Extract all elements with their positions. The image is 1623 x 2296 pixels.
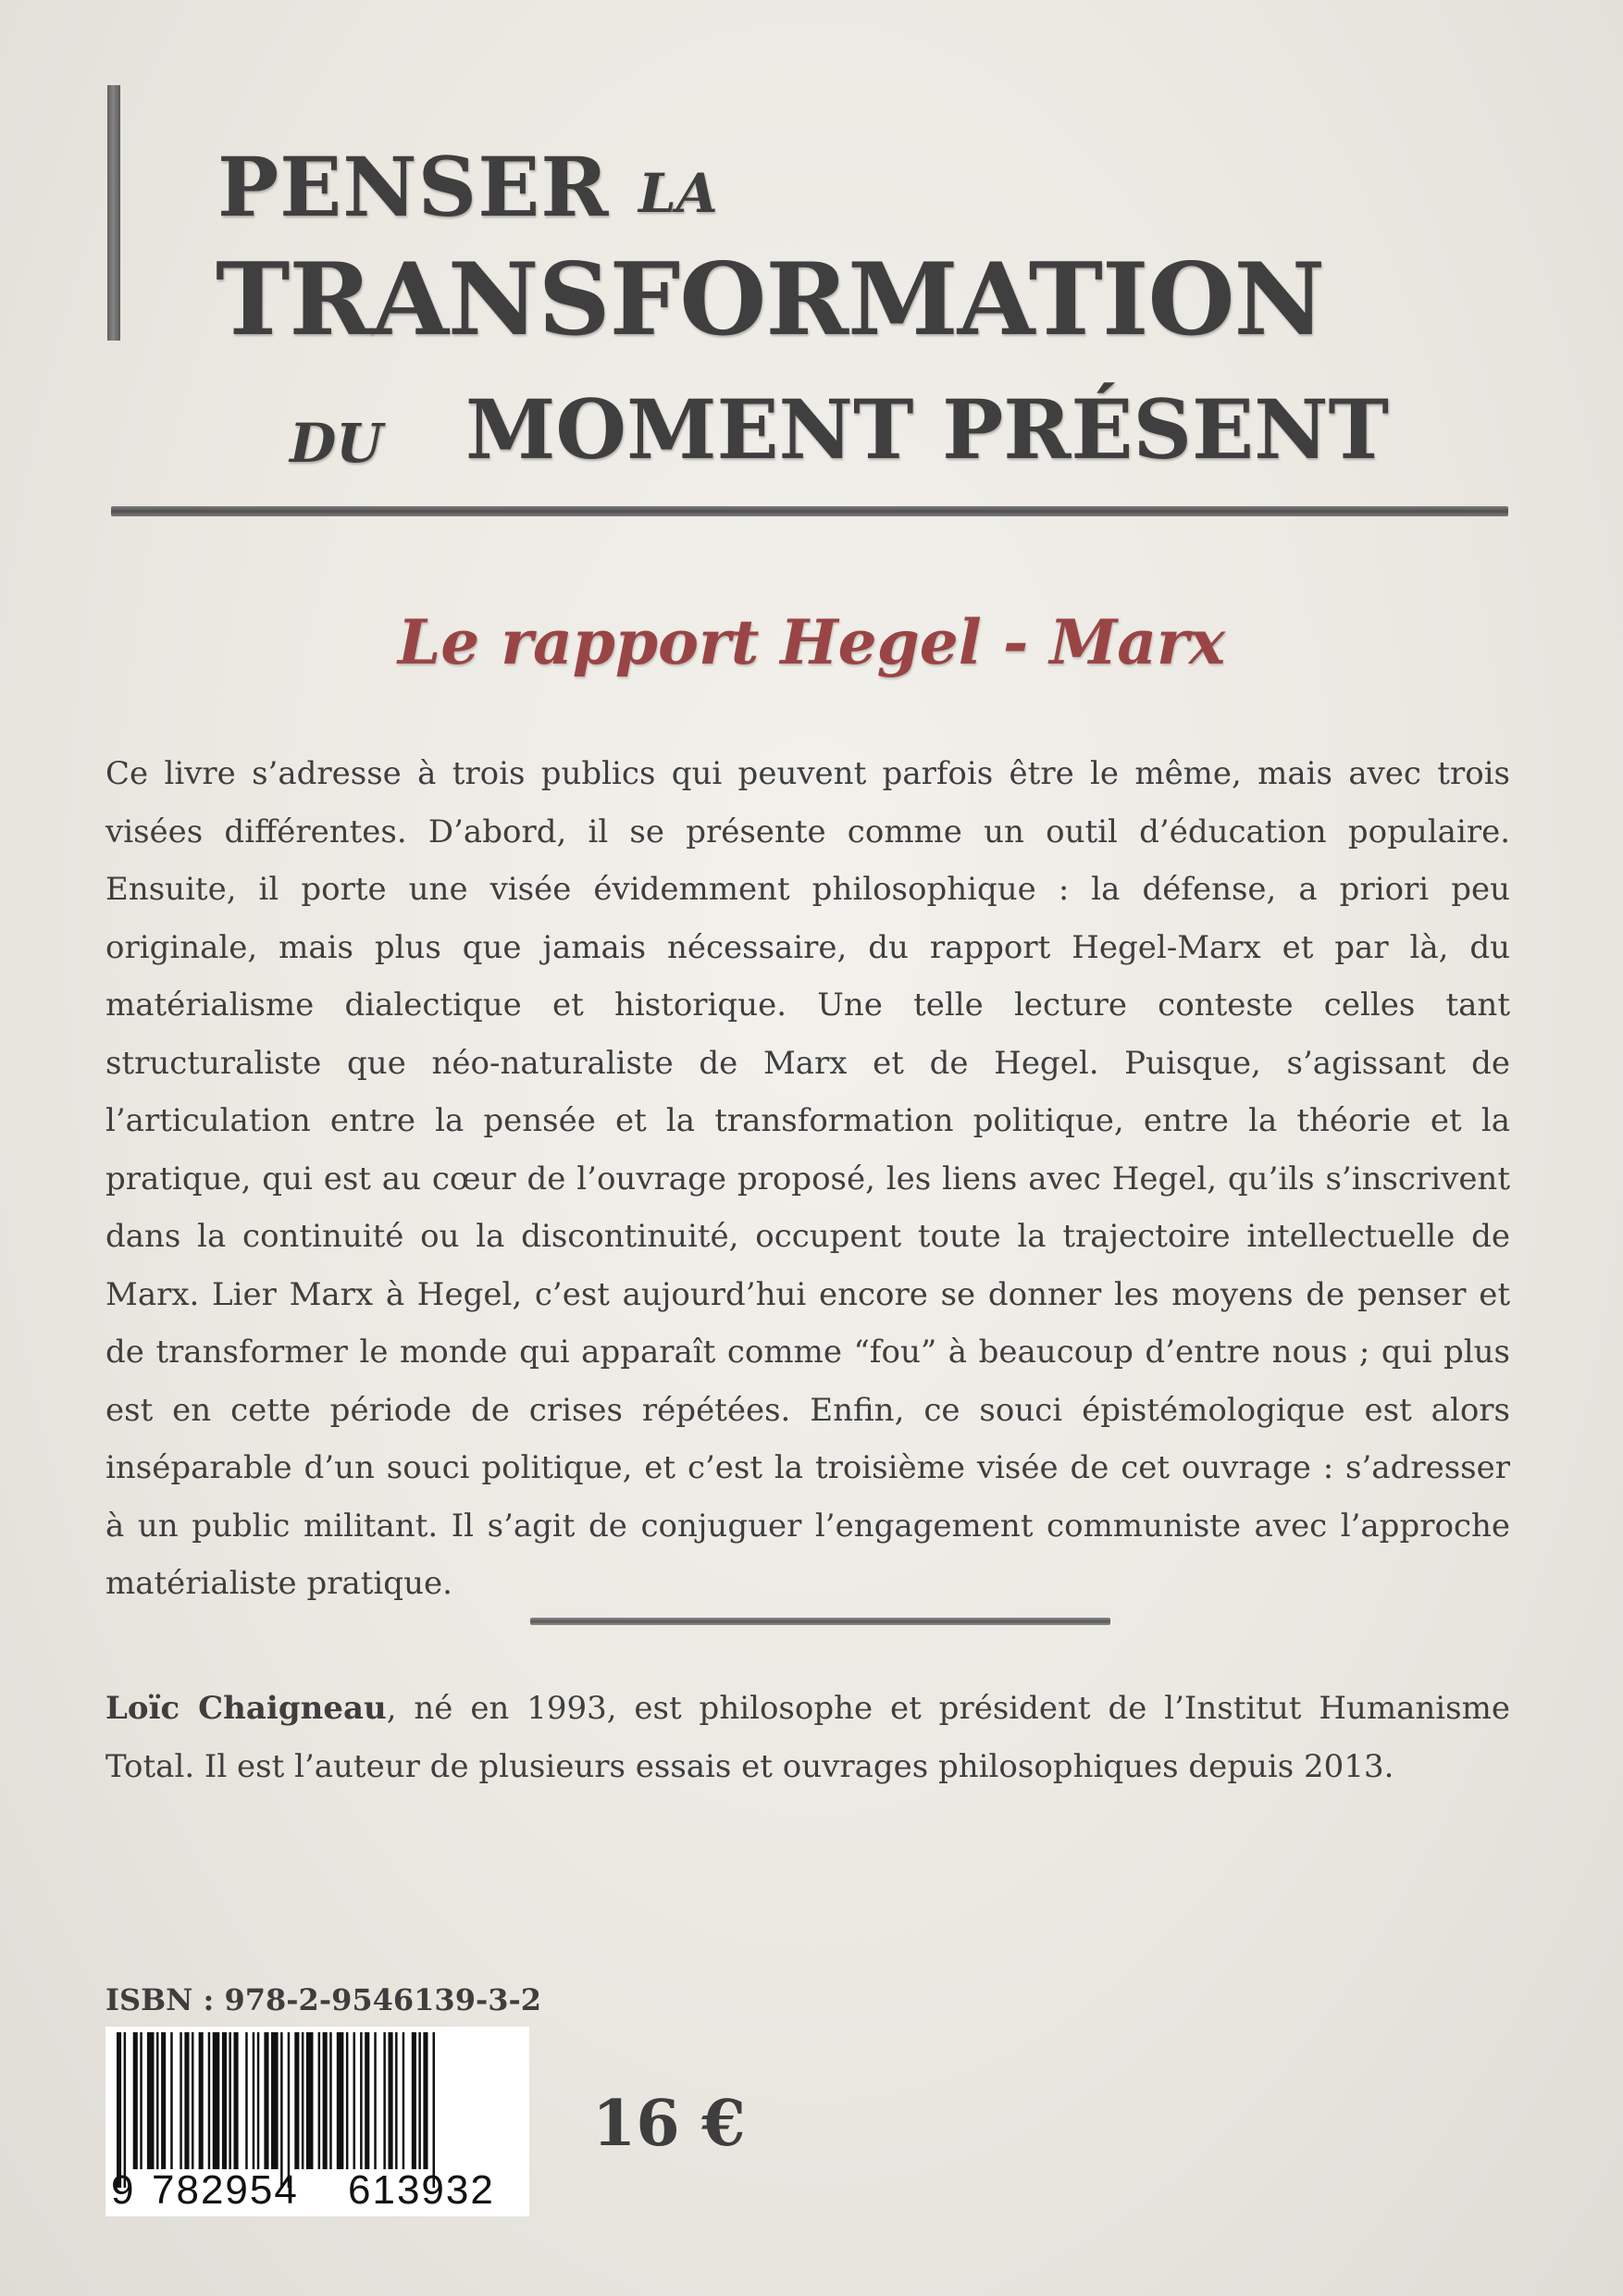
barcode-bar — [337, 2032, 344, 2169]
author-bio — [105, 1680, 1510, 1795]
barcode-first-digit: 9 — [111, 2167, 134, 2213]
title-moment-present: MOMENT PRÉSENT — [465, 381, 1390, 478]
barcode-bar — [117, 2032, 121, 2188]
title-penser: PENSER — [217, 139, 610, 235]
author-name: Loïc Chaigneau — [105, 1690, 387, 1727]
barcode-bar — [208, 2032, 211, 2169]
price: 16 € — [592, 2087, 746, 2161]
barcode-bar — [170, 2032, 173, 2169]
barcode-bar — [365, 2032, 369, 2169]
barcode-bar — [353, 2032, 356, 2169]
barcode-bar — [389, 2032, 393, 2169]
barcode-bar — [271, 2032, 279, 2169]
barcode-bar — [318, 2032, 321, 2169]
barcode-bar — [156, 2032, 159, 2169]
title-la: LA — [638, 162, 718, 225]
barcode-bar — [234, 2032, 239, 2169]
section-divider — [530, 1618, 1110, 1625]
author-bio-text: , né en 1993, est philosophe et président de l’Institut Humanisme Total. Il est l’auteur de plusieurs essais et ouvrages philosophiques depuis 2013. — [105, 1690, 1510, 1785]
barcode-bar — [346, 2032, 349, 2169]
decorative-vertical-bar — [107, 85, 120, 341]
barcode-bar — [403, 2032, 405, 2169]
title-divider — [111, 506, 1508, 516]
barcode-bar — [433, 2032, 436, 2188]
barcode-bar — [213, 2032, 220, 2169]
summary-paragraph: Ce livre s’adresse à trois publics qui peuvent parfois être le même, mais avec trois visées différentes. D’abord, il se présente comme un outil d’éducation populaire. Ensuite, il porte une visée évidemment philosophique : la défense, a priori peu originale, mais plus que jamais nécessaire, du rapport Hegel-Marx et par là, du matérialisme dialectique et historique. Une telle lecture conteste celles tant structuraliste que néo-naturaliste de Marx et de Hegel. Puisque, s’agissant de l’articulation entre la pensée et la transformation politique, entre la théorie et la pratique, qui est au cœur de l’ouvrage proposé, les liens avec Hegel, qu’ils s’inscrivent dans la continuité ou la discontinuité, occupent toute la trajectoire intellectuelle de Marx. Lier Marx à Hegel, c’est aujourd’hui encore se donner les moyens de penser et de transformer le monde qui apparaît comme “fou” à beaucoup d’entre nous ; qui plus est en cette période de crises répétées. Enfin, ce souci épistémologique est alors inséparable d’un souci politique, et c’est la troisième visée de cet ouvrage : s’adresser à un public militant. Il s’agit de conjuguer l’engagement communiste avec l’approche matérialiste pratique. — [105, 755, 1510, 1602]
barcode-bar — [383, 2032, 386, 2169]
barcode-bar — [360, 2032, 363, 2169]
barcode-bar — [161, 2032, 166, 2169]
barcode-bar — [222, 2032, 227, 2169]
barcode-bar — [264, 2032, 268, 2169]
barcode-bar — [412, 2032, 416, 2169]
barcode-bar — [124, 2032, 127, 2188]
barcode-bar — [423, 2032, 427, 2169]
barcode-bar — [133, 2032, 138, 2169]
title-du: DU — [290, 412, 383, 475]
barcode-bar — [288, 2032, 291, 2188]
barcode-bar — [199, 2032, 204, 2169]
barcode-bar — [140, 2032, 142, 2169]
barcode-bar — [253, 2032, 255, 2169]
barcode-left-group: 782954 — [152, 2167, 299, 2213]
barcode-bar — [374, 2032, 377, 2169]
barcode-right-group: 613932 — [348, 2167, 495, 2213]
isbn-label: ISBN : 978-2-9546139-3-2 — [105, 1982, 542, 2017]
barcode-bar — [294, 2032, 299, 2169]
barcode-bar — [280, 2032, 283, 2188]
barcode — [105, 2027, 529, 2216]
barcode-bar — [329, 2032, 332, 2169]
barcode-bar — [323, 2032, 328, 2169]
barcode-bar — [192, 2032, 194, 2169]
barcode-bar — [245, 2032, 248, 2169]
barcode-bar — [184, 2032, 189, 2169]
barcode-bar — [418, 2032, 421, 2169]
barcode-bar — [180, 2032, 182, 2169]
subtitle: Le rapport Hegel - Marx — [397, 606, 1226, 678]
barcode-bar — [257, 2032, 260, 2169]
barcode-bar — [229, 2032, 231, 2169]
barcode-digits — [105, 2167, 529, 2214]
title-transformation: TRANSFORMATION — [216, 242, 1325, 358]
barcode-bar — [302, 2032, 304, 2169]
barcode-bar — [306, 2032, 314, 2169]
barcode-bar — [147, 2032, 155, 2169]
barcode-bar — [395, 2032, 398, 2169]
